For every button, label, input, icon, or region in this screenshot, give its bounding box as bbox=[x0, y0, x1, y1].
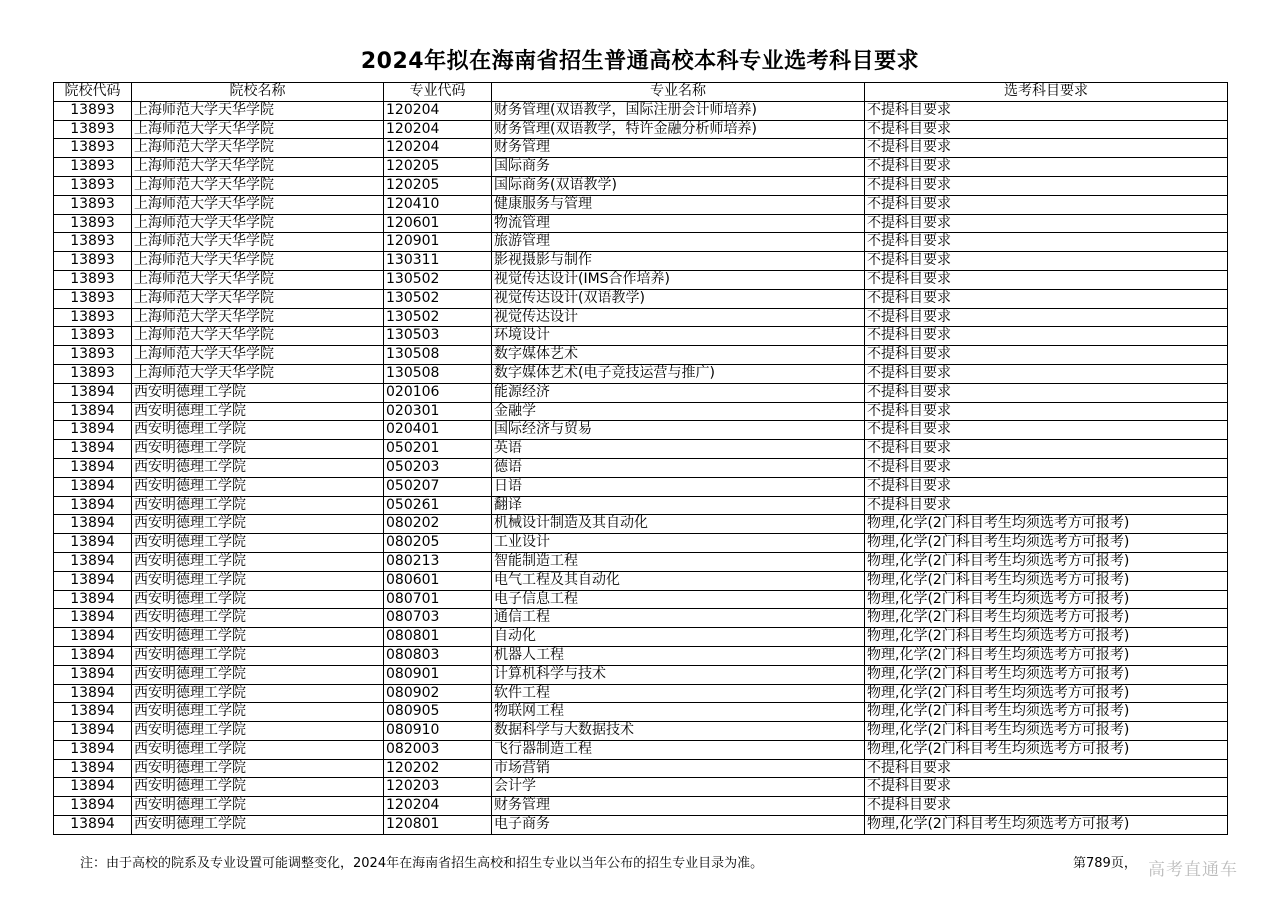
cell-major-name: 旅游管理 bbox=[492, 233, 865, 252]
cell-school-name: 西安明德理工学院 bbox=[132, 590, 384, 609]
cell-requirement: 不提科目要求 bbox=[865, 364, 1228, 383]
cell-major-name: 视觉传达设计 bbox=[492, 308, 865, 327]
cell-major-code: 120204 bbox=[384, 797, 492, 816]
cell-major-name: 翻译 bbox=[492, 496, 865, 515]
cell-school-name: 西安明德理工学院 bbox=[132, 609, 384, 628]
cell-school-code: 13894 bbox=[54, 684, 132, 703]
cell-school-code: 13893 bbox=[54, 214, 132, 233]
cell-major-code: 080801 bbox=[384, 628, 492, 647]
cell-major-name: 金融学 bbox=[492, 402, 865, 421]
cell-major-name: 日语 bbox=[492, 477, 865, 496]
cell-major-name: 电气工程及其自动化 bbox=[492, 571, 865, 590]
cell-school-name: 上海师范大学天华学院 bbox=[132, 364, 384, 383]
cell-requirement: 不提科目要求 bbox=[865, 421, 1228, 440]
cell-major-code: 120410 bbox=[384, 195, 492, 214]
cell-major-name: 机器人工程 bbox=[492, 646, 865, 665]
cell-school-code: 13894 bbox=[54, 552, 132, 571]
table-row bbox=[54, 252, 1228, 271]
cell-school-name: 上海师范大学天华学院 bbox=[132, 214, 384, 233]
cell-school-code: 13894 bbox=[54, 383, 132, 402]
cell-major-code: 130502 bbox=[384, 289, 492, 308]
cell-school-name: 西安明德理工学院 bbox=[132, 458, 384, 477]
requirements-table bbox=[53, 82, 1228, 835]
cell-requirement: 物理,化学(2门科目考生均须选考方可报考) bbox=[865, 609, 1228, 628]
cell-school-code: 13894 bbox=[54, 759, 132, 778]
cell-requirement: 物理,化学(2门科目考生均须选考方可报考) bbox=[865, 515, 1228, 534]
cell-major-code: 120204 bbox=[384, 139, 492, 158]
table-row bbox=[54, 289, 1228, 308]
cell-major-name: 财务管理(双语教学，特许金融分析师培养) bbox=[492, 120, 865, 139]
cell-major-name: 物联网工程 bbox=[492, 703, 865, 722]
cell-requirement: 不提科目要求 bbox=[865, 252, 1228, 271]
cell-major-name: 软件工程 bbox=[492, 684, 865, 703]
cell-major-name: 计算机科学与技术 bbox=[492, 665, 865, 684]
table-row bbox=[54, 646, 1228, 665]
cell-requirement: 物理,化学(2门科目考生均须选考方可报考) bbox=[865, 722, 1228, 741]
cell-major-code: 082003 bbox=[384, 740, 492, 759]
table-row bbox=[54, 364, 1228, 383]
cell-requirement: 不提科目要求 bbox=[865, 496, 1228, 515]
cell-school-name: 上海师范大学天华学院 bbox=[132, 346, 384, 365]
header-major-code: 专业代码 bbox=[384, 83, 492, 102]
cell-school-code: 13894 bbox=[54, 778, 132, 797]
cell-school-name: 上海师范大学天华学院 bbox=[132, 327, 384, 346]
header-school-name: 院校名称 bbox=[132, 83, 384, 102]
cell-school-code: 13894 bbox=[54, 515, 132, 534]
cell-requirement: 不提科目要求 bbox=[865, 797, 1228, 816]
table-row bbox=[54, 346, 1228, 365]
cell-major-code: 080910 bbox=[384, 722, 492, 741]
cell-school-name: 上海师范大学天华学院 bbox=[132, 308, 384, 327]
cell-school-name: 上海师范大学天华学院 bbox=[132, 176, 384, 195]
cell-requirement: 物理,化学(2门科目考生均须选考方可报考) bbox=[865, 628, 1228, 647]
cell-school-name: 西安明德理工学院 bbox=[132, 816, 384, 835]
cell-school-name: 西安明德理工学院 bbox=[132, 665, 384, 684]
cell-school-code: 13893 bbox=[54, 308, 132, 327]
table-row bbox=[54, 158, 1228, 177]
table-row bbox=[54, 101, 1228, 120]
cell-school-code: 13894 bbox=[54, 703, 132, 722]
cell-school-code: 13893 bbox=[54, 195, 132, 214]
cell-major-code: 080213 bbox=[384, 552, 492, 571]
cell-major-name: 电子商务 bbox=[492, 816, 865, 835]
table-row bbox=[54, 477, 1228, 496]
table-row bbox=[54, 797, 1228, 816]
cell-school-name: 西安明德理工学院 bbox=[132, 496, 384, 515]
cell-school-code: 13894 bbox=[54, 496, 132, 515]
cell-major-code: 120801 bbox=[384, 816, 492, 835]
table-row bbox=[54, 440, 1228, 459]
cell-school-name: 上海师范大学天华学院 bbox=[132, 195, 384, 214]
cell-major-code: 120203 bbox=[384, 778, 492, 797]
cell-major-name: 数字媒体艺术 bbox=[492, 346, 865, 365]
cell-requirement: 不提科目要求 bbox=[865, 346, 1228, 365]
cell-major-name: 数据科学与大数据技术 bbox=[492, 722, 865, 741]
cell-school-code: 13894 bbox=[54, 646, 132, 665]
cell-major-code: 130502 bbox=[384, 308, 492, 327]
cell-major-name: 影视摄影与制作 bbox=[492, 252, 865, 271]
cell-requirement: 不提科目要求 bbox=[865, 289, 1228, 308]
cell-requirement: 不提科目要求 bbox=[865, 778, 1228, 797]
table-row bbox=[54, 571, 1228, 590]
table-row bbox=[54, 120, 1228, 139]
cell-school-name: 西安明德理工学院 bbox=[132, 515, 384, 534]
cell-requirement: 不提科目要求 bbox=[865, 158, 1228, 177]
cell-major-code: 020401 bbox=[384, 421, 492, 440]
header-requirement: 选考科目要求 bbox=[865, 83, 1228, 102]
cell-school-code: 13893 bbox=[54, 101, 132, 120]
cell-school-code: 13894 bbox=[54, 665, 132, 684]
table-row bbox=[54, 327, 1228, 346]
cell-requirement: 物理,化学(2门科目考生均须选考方可报考) bbox=[865, 816, 1228, 835]
cell-major-name: 能源经济 bbox=[492, 383, 865, 402]
page-number: 第789页， bbox=[1073, 856, 1137, 871]
cell-school-name: 上海师范大学天华学院 bbox=[132, 158, 384, 177]
cell-requirement: 不提科目要求 bbox=[865, 477, 1228, 496]
cell-requirement: 物理,化学(2门科目考生均须选考方可报考) bbox=[865, 590, 1228, 609]
cell-major-code: 130502 bbox=[384, 270, 492, 289]
cell-school-name: 西安明德理工学院 bbox=[132, 383, 384, 402]
table-row bbox=[54, 722, 1228, 741]
watermark: 高考直通车 bbox=[1148, 860, 1238, 880]
cell-major-name: 环境设计 bbox=[492, 327, 865, 346]
cell-major-name: 健康服务与管理 bbox=[492, 195, 865, 214]
cell-school-code: 13894 bbox=[54, 740, 132, 759]
cell-major-code: 130311 bbox=[384, 252, 492, 271]
table-row bbox=[54, 816, 1228, 835]
cell-major-code: 120205 bbox=[384, 176, 492, 195]
header-major-name: 专业名称 bbox=[492, 83, 865, 102]
cell-school-code: 13894 bbox=[54, 534, 132, 553]
cell-major-name: 自动化 bbox=[492, 628, 865, 647]
cell-major-code: 050207 bbox=[384, 477, 492, 496]
cell-requirement: 物理,化学(2门科目考生均须选考方可报考) bbox=[865, 703, 1228, 722]
cell-requirement: 不提科目要求 bbox=[865, 402, 1228, 421]
cell-school-name: 上海师范大学天华学院 bbox=[132, 289, 384, 308]
cell-school-code: 13894 bbox=[54, 421, 132, 440]
cell-school-code: 13893 bbox=[54, 270, 132, 289]
cell-school-code: 13893 bbox=[54, 120, 132, 139]
table-row bbox=[54, 515, 1228, 534]
cell-major-name: 数字媒体艺术(电子竞技运营与推广) bbox=[492, 364, 865, 383]
cell-school-name: 西安明德理工学院 bbox=[132, 703, 384, 722]
cell-major-code: 120901 bbox=[384, 233, 492, 252]
table-row bbox=[54, 496, 1228, 515]
cell-major-name: 国际经济与贸易 bbox=[492, 421, 865, 440]
cell-school-name: 上海师范大学天华学院 bbox=[132, 270, 384, 289]
cell-requirement: 不提科目要求 bbox=[865, 139, 1228, 158]
cell-school-code: 13893 bbox=[54, 364, 132, 383]
table-row bbox=[54, 703, 1228, 722]
cell-major-code: 080701 bbox=[384, 590, 492, 609]
cell-major-name: 视觉传达设计(双语教学) bbox=[492, 289, 865, 308]
cell-major-name: 财务管理 bbox=[492, 139, 865, 158]
cell-school-name: 西安明德理工学院 bbox=[132, 534, 384, 553]
cell-major-code: 080902 bbox=[384, 684, 492, 703]
cell-requirement: 不提科目要求 bbox=[865, 270, 1228, 289]
cell-school-code: 13893 bbox=[54, 139, 132, 158]
cell-major-code: 080202 bbox=[384, 515, 492, 534]
table-row bbox=[54, 402, 1228, 421]
cell-requirement: 物理,化学(2门科目考生均须选考方可报考) bbox=[865, 552, 1228, 571]
cell-school-code: 13894 bbox=[54, 609, 132, 628]
cell-requirement: 不提科目要求 bbox=[865, 327, 1228, 346]
cell-major-code: 050201 bbox=[384, 440, 492, 459]
cell-school-code: 13893 bbox=[54, 158, 132, 177]
footer-note: 注：由于高校的院系及专业设置可能调整变化，2024年在海南省招生高校和招生专业以当年公布的招生专业目录为准。 bbox=[80, 856, 764, 871]
table-row bbox=[54, 176, 1228, 195]
cell-major-code: 130508 bbox=[384, 346, 492, 365]
cell-requirement: 不提科目要求 bbox=[865, 195, 1228, 214]
cell-requirement: 物理,化学(2门科目考生均须选考方可报考) bbox=[865, 646, 1228, 665]
table-row bbox=[54, 590, 1228, 609]
table-body bbox=[54, 101, 1228, 834]
cell-requirement: 物理,化学(2门科目考生均须选考方可报考) bbox=[865, 534, 1228, 553]
cell-major-code: 080901 bbox=[384, 665, 492, 684]
table-row bbox=[54, 195, 1228, 214]
cell-school-name: 西安明德理工学院 bbox=[132, 778, 384, 797]
cell-school-code: 13893 bbox=[54, 346, 132, 365]
table-row bbox=[54, 740, 1228, 759]
cell-school-code: 13894 bbox=[54, 797, 132, 816]
cell-school-code: 13893 bbox=[54, 289, 132, 308]
cell-major-code: 120205 bbox=[384, 158, 492, 177]
cell-major-code: 120204 bbox=[384, 120, 492, 139]
cell-school-name: 西安明德理工学院 bbox=[132, 552, 384, 571]
cell-major-code: 050261 bbox=[384, 496, 492, 515]
cell-school-code: 13893 bbox=[54, 233, 132, 252]
cell-major-code: 050203 bbox=[384, 458, 492, 477]
cell-requirement: 不提科目要求 bbox=[865, 440, 1228, 459]
cell-requirement: 物理,化学(2门科目考生均须选考方可报考) bbox=[865, 684, 1228, 703]
cell-major-code: 080601 bbox=[384, 571, 492, 590]
cell-school-name: 西安明德理工学院 bbox=[132, 477, 384, 496]
cell-major-code: 120204 bbox=[384, 101, 492, 120]
cell-requirement: 不提科目要求 bbox=[865, 101, 1228, 120]
cell-school-name: 上海师范大学天华学院 bbox=[132, 139, 384, 158]
cell-major-code: 020106 bbox=[384, 383, 492, 402]
cell-school-name: 西安明德理工学院 bbox=[132, 797, 384, 816]
cell-requirement: 物理,化学(2门科目考生均须选考方可报考) bbox=[865, 740, 1228, 759]
cell-major-name: 会计学 bbox=[492, 778, 865, 797]
table-row bbox=[54, 421, 1228, 440]
cell-school-code: 13894 bbox=[54, 722, 132, 741]
cell-school-code: 13894 bbox=[54, 571, 132, 590]
cell-requirement: 不提科目要求 bbox=[865, 383, 1228, 402]
cell-major-code: 020301 bbox=[384, 402, 492, 421]
cell-major-name: 电子信息工程 bbox=[492, 590, 865, 609]
cell-major-name: 通信工程 bbox=[492, 609, 865, 628]
table-row bbox=[54, 214, 1228, 233]
cell-school-name: 上海师范大学天华学院 bbox=[132, 233, 384, 252]
header-school-code: 院校代码 bbox=[54, 83, 132, 102]
table-row bbox=[54, 534, 1228, 553]
cell-major-code: 130503 bbox=[384, 327, 492, 346]
cell-school-code: 13893 bbox=[54, 176, 132, 195]
cell-school-code: 13893 bbox=[54, 252, 132, 271]
cell-major-name: 市场营销 bbox=[492, 759, 865, 778]
cell-requirement: 不提科目要求 bbox=[865, 233, 1228, 252]
cell-school-name: 西安明德理工学院 bbox=[132, 421, 384, 440]
cell-major-name: 国际商务(双语教学) bbox=[492, 176, 865, 195]
table-row bbox=[54, 270, 1228, 289]
cell-school-name: 西安明德理工学院 bbox=[132, 571, 384, 590]
cell-school-code: 13894 bbox=[54, 628, 132, 647]
table-row bbox=[54, 684, 1228, 703]
table-row bbox=[54, 609, 1228, 628]
cell-major-code: 130508 bbox=[384, 364, 492, 383]
cell-major-code: 120601 bbox=[384, 214, 492, 233]
cell-school-code: 13894 bbox=[54, 458, 132, 477]
cell-school-name: 西安明德理工学院 bbox=[132, 440, 384, 459]
cell-requirement: 物理,化学(2门科目考生均须选考方可报考) bbox=[865, 571, 1228, 590]
table-row bbox=[54, 383, 1228, 402]
cell-school-name: 西安明德理工学院 bbox=[132, 740, 384, 759]
cell-major-code: 120202 bbox=[384, 759, 492, 778]
cell-requirement: 不提科目要求 bbox=[865, 308, 1228, 327]
cell-major-code: 080905 bbox=[384, 703, 492, 722]
cell-school-code: 13894 bbox=[54, 402, 132, 421]
table-row bbox=[54, 139, 1228, 158]
cell-major-name: 视觉传达设计(IMS合作培养) bbox=[492, 270, 865, 289]
cell-major-name: 机械设计制造及其自动化 bbox=[492, 515, 865, 534]
cell-school-code: 13894 bbox=[54, 590, 132, 609]
cell-school-name: 上海师范大学天华学院 bbox=[132, 101, 384, 120]
cell-school-code: 13894 bbox=[54, 440, 132, 459]
cell-major-name: 国际商务 bbox=[492, 158, 865, 177]
table-row bbox=[54, 759, 1228, 778]
cell-major-code: 080703 bbox=[384, 609, 492, 628]
cell-requirement: 不提科目要求 bbox=[865, 214, 1228, 233]
cell-major-name: 德语 bbox=[492, 458, 865, 477]
cell-requirement: 不提科目要求 bbox=[865, 176, 1228, 195]
cell-major-code: 080803 bbox=[384, 646, 492, 665]
cell-requirement: 物理,化学(2门科目考生均须选考方可报考) bbox=[865, 665, 1228, 684]
cell-school-name: 上海师范大学天华学院 bbox=[132, 252, 384, 271]
table-row bbox=[54, 778, 1228, 797]
cell-major-name: 财务管理 bbox=[492, 797, 865, 816]
cell-major-name: 飞行器制造工程 bbox=[492, 740, 865, 759]
table-row bbox=[54, 308, 1228, 327]
cell-school-name: 西安明德理工学院 bbox=[132, 759, 384, 778]
table-row bbox=[54, 233, 1228, 252]
cell-school-name: 西安明德理工学院 bbox=[132, 628, 384, 647]
cell-school-code: 13894 bbox=[54, 477, 132, 496]
cell-school-code: 13894 bbox=[54, 816, 132, 835]
table-row bbox=[54, 628, 1228, 647]
cell-major-code: 080205 bbox=[384, 534, 492, 553]
cell-major-name: 工业设计 bbox=[492, 534, 865, 553]
cell-school-code: 13893 bbox=[54, 327, 132, 346]
cell-major-name: 物流管理 bbox=[492, 214, 865, 233]
page-title: 2024年拟在海南省招生普通高校本科专业选考科目要求 bbox=[360, 49, 920, 74]
cell-major-name: 财务管理(双语教学，国际注册会计师培养) bbox=[492, 101, 865, 120]
cell-requirement: 不提科目要求 bbox=[865, 120, 1228, 139]
cell-requirement: 不提科目要求 bbox=[865, 458, 1228, 477]
table-row bbox=[54, 552, 1228, 571]
cell-requirement: 不提科目要求 bbox=[865, 759, 1228, 778]
table-row bbox=[54, 665, 1228, 684]
cell-major-name: 英语 bbox=[492, 440, 865, 459]
cell-school-name: 西安明德理工学院 bbox=[132, 684, 384, 703]
cell-school-name: 西安明德理工学院 bbox=[132, 722, 384, 741]
cell-school-name: 上海师范大学天华学院 bbox=[132, 120, 384, 139]
cell-school-name: 西安明德理工学院 bbox=[132, 402, 384, 421]
table-row bbox=[54, 458, 1228, 477]
cell-school-name: 西安明德理工学院 bbox=[132, 646, 384, 665]
table-header-row bbox=[54, 83, 1228, 102]
cell-major-name: 智能制造工程 bbox=[492, 552, 865, 571]
